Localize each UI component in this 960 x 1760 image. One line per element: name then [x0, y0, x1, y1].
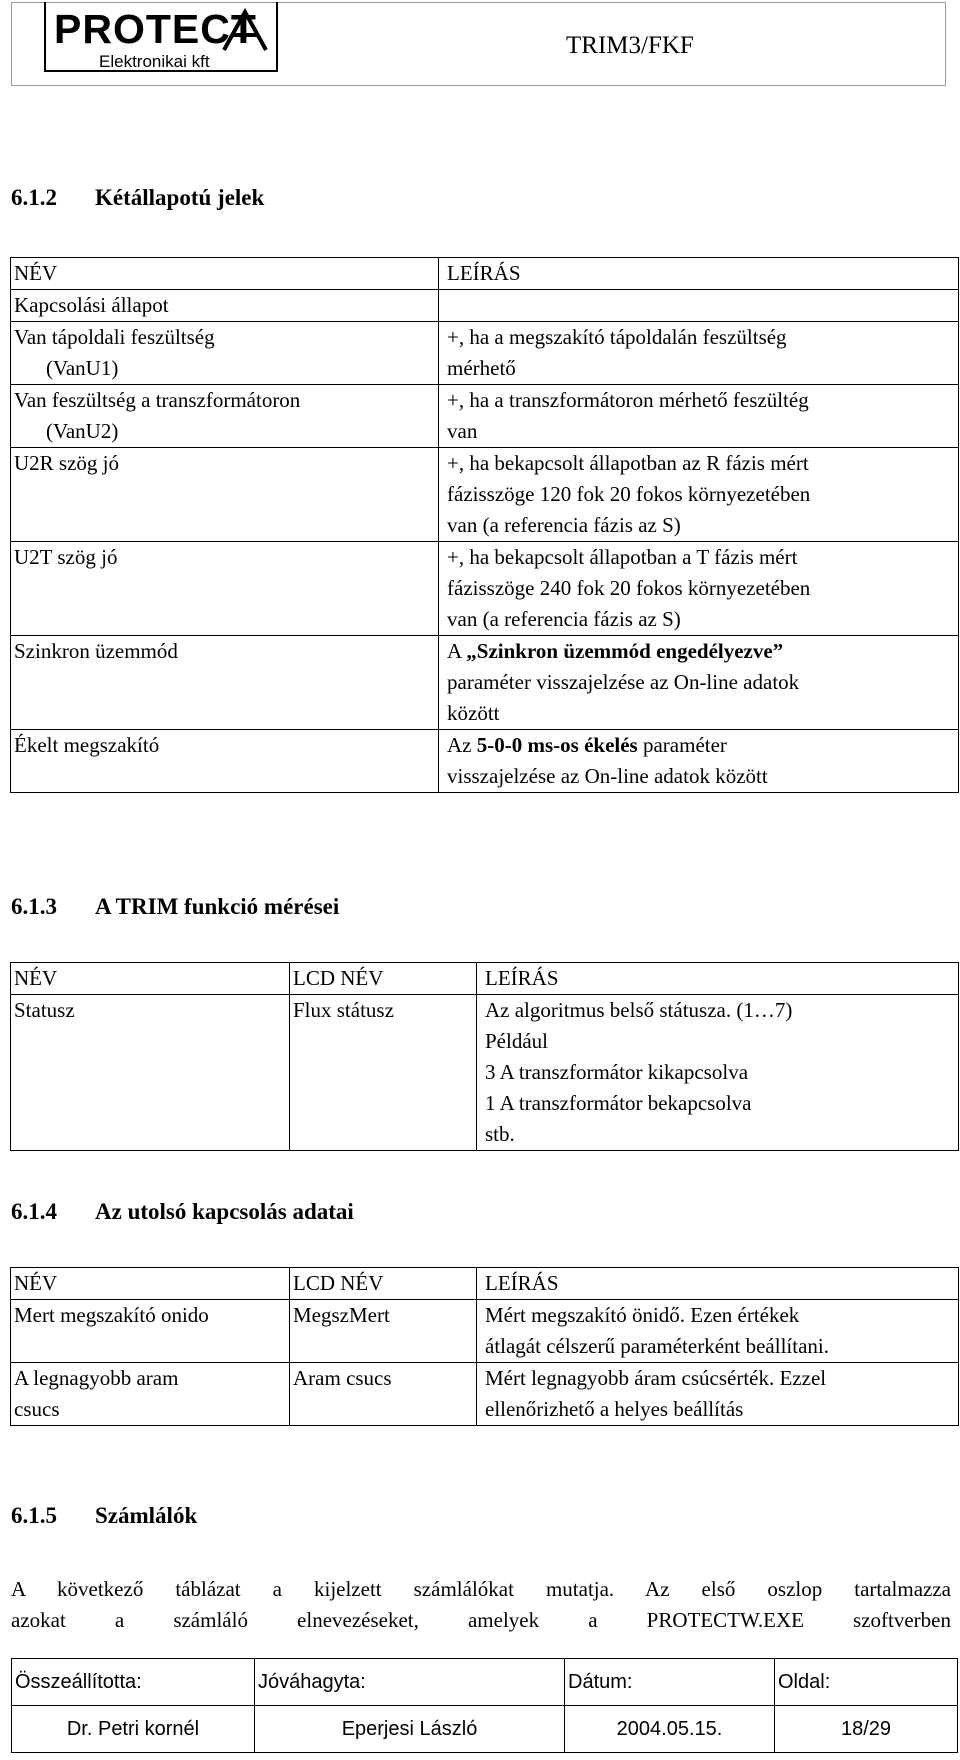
section-number: 6.1.4 [11, 1199, 57, 1224]
section-heading-612 [11, 184, 264, 212]
table-header-row [11, 963, 959, 995]
paragraph-line: azokat a számláló elnevezéseket, amelyek a PROTECTW.EXE szoftverben [11, 1608, 951, 1632]
signal-code: (VanU2) [46, 419, 119, 443]
description-line: 1 A transzformátor bekapcsolva [485, 1091, 752, 1115]
description-line: mérhető [447, 356, 516, 380]
footer-page-number: 18/29 [775, 1706, 958, 1753]
parameter-name: 5-0-0 ms-os ékelés [476, 733, 638, 757]
footer-value-row [12, 1706, 958, 1753]
column-header-lcd-name: LCD NÉV [290, 1268, 477, 1300]
column-header-name: NÉV [11, 963, 290, 995]
description-line: visszajelzése az On-line adatok között [447, 764, 768, 788]
binary-signals-table [10, 257, 959, 793]
section-title: Számlálók [95, 1503, 198, 1528]
paragraph-line: A következő táblázat a kijelzett számlálókat mutatja. Az első oszlop tartalmazza [11, 1577, 951, 1601]
column-header-description: LEÍRÁS [477, 963, 959, 995]
description-line: stb. [485, 1122, 515, 1146]
measurement-name: csucs [14, 1397, 60, 1421]
page-footer [11, 1658, 958, 1753]
column-header-description: LEÍRÁS [439, 258, 959, 290]
table-row [11, 636, 959, 730]
footer-label-page: Oldal: [775, 1659, 958, 1706]
lcd-name: Aram csucs [290, 1363, 477, 1426]
footer-label-date: Dátum: [565, 1659, 775, 1706]
description-line: Például [485, 1029, 548, 1053]
description-text: Az [447, 733, 477, 757]
column-header-name: NÉV [11, 258, 439, 290]
description-line: 3 A transzformátor kikapcsolva [485, 1060, 749, 1084]
signal-code: (VanU1) [46, 356, 119, 380]
description-line: Mért legnagyobb áram csúcsérték. Ezzel [485, 1366, 827, 1390]
section-number: 6.1.2 [11, 185, 57, 210]
table-row [11, 385, 959, 448]
footer-label-author: Összeállította: [12, 1659, 255, 1706]
last-switching-data-table [10, 1267, 959, 1426]
section-number: 6.1.5 [11, 1503, 57, 1528]
parameter-name: „Szinkron üzemmód engedélyezve” [466, 639, 784, 663]
description-line: fázisszöge 240 fok 20 fokos környezetében [447, 576, 811, 600]
description-line: +, ha bekapcsolt állapotban a T fázis mért [447, 545, 798, 569]
signal-name: Ékelt megszakító [11, 730, 439, 793]
description-line: +, ha a megszakító tápoldalán feszültség [447, 325, 787, 349]
section-heading-613 [11, 893, 339, 921]
description-line: Mért megszakító önidő. Ezen értékek [485, 1303, 800, 1327]
signal-name: U2R szög jó [11, 448, 439, 542]
footer-label-approved: Jóváhagyta: [255, 1659, 565, 1706]
column-header-lcd-name: LCD NÉV [290, 963, 477, 995]
description-line: +, ha bekapcsolt állapotban az R fázis mért [447, 451, 809, 475]
table-row [11, 1363, 959, 1426]
section-title: A TRIM funkció mérései [95, 894, 340, 919]
table-row [11, 448, 959, 542]
description-line: van (a referencia fázis az S) [447, 607, 681, 631]
section-heading-614 [11, 1198, 354, 1226]
description-line: paraméter visszajelzése az On-line adatok [447, 670, 800, 694]
description-line: Az algoritmus belső státusza. (1…7) [485, 998, 793, 1022]
description-line: között [447, 701, 500, 725]
logo-a-icon [220, 8, 270, 54]
description-line: fázisszöge 120 fok 20 fokos környezetében [447, 482, 811, 506]
description-line: átlagát célszerű paraméterként beállítani. [485, 1334, 829, 1358]
description-line: ellenőrizhető a helyes beállítás [485, 1397, 744, 1421]
logo-wordmark: PROTECT [54, 6, 257, 52]
section-title: Az utolsó kapcsolás adatai [95, 1199, 354, 1224]
table-row [11, 1300, 959, 1363]
measurement-name: Statusz [11, 995, 290, 1151]
paragraph [11, 1574, 951, 1636]
description-line: +, ha a transzformátoron mérhető feszültég [447, 388, 809, 412]
measurement-name: A legnagyobb aram [14, 1366, 179, 1390]
table-row [11, 290, 959, 322]
signal-name: U2T szög jó [11, 542, 439, 636]
footer-date: 2004.05.15. [565, 1706, 775, 1753]
column-header-description: LEÍRÁS [477, 1268, 959, 1300]
column-header-name: NÉV [11, 1268, 290, 1300]
table-header-row [11, 258, 959, 290]
description-text: paraméter [637, 733, 727, 757]
footer-label-row [12, 1659, 958, 1706]
section-title: Kétállapotú jelek [95, 185, 265, 210]
group-label: Kapcsolási állapot [11, 290, 439, 322]
table-row [11, 995, 959, 1151]
signal-name: Van tápoldali feszültség [14, 325, 215, 349]
signal-name: Szinkron üzemmód [11, 636, 439, 730]
description-line: van [447, 419, 478, 443]
footer-author: Dr. Petri kornél [12, 1706, 255, 1753]
logo-subtitle: Elektronikai kft [99, 52, 210, 71]
section-number: 6.1.3 [11, 894, 57, 919]
section-heading-615 [11, 1502, 197, 1530]
description-line: van (a referencia fázis az S) [447, 513, 681, 537]
trim-measurements-table [10, 962, 959, 1151]
table-row [11, 730, 959, 793]
lcd-name: Flux státusz [290, 995, 477, 1151]
table-row [11, 322, 959, 385]
signal-name: Van feszültség a transzformátoron [14, 388, 301, 412]
footer-approved: Eperjesi László [255, 1706, 565, 1753]
document-code: TRIM3/FKF [566, 32, 694, 59]
description-text: A [447, 639, 467, 663]
table-header-row [11, 1268, 959, 1300]
measurement-name: Mert megszakító onido [14, 1303, 209, 1327]
lcd-name: MegszMert [290, 1300, 477, 1363]
table-row [11, 542, 959, 636]
